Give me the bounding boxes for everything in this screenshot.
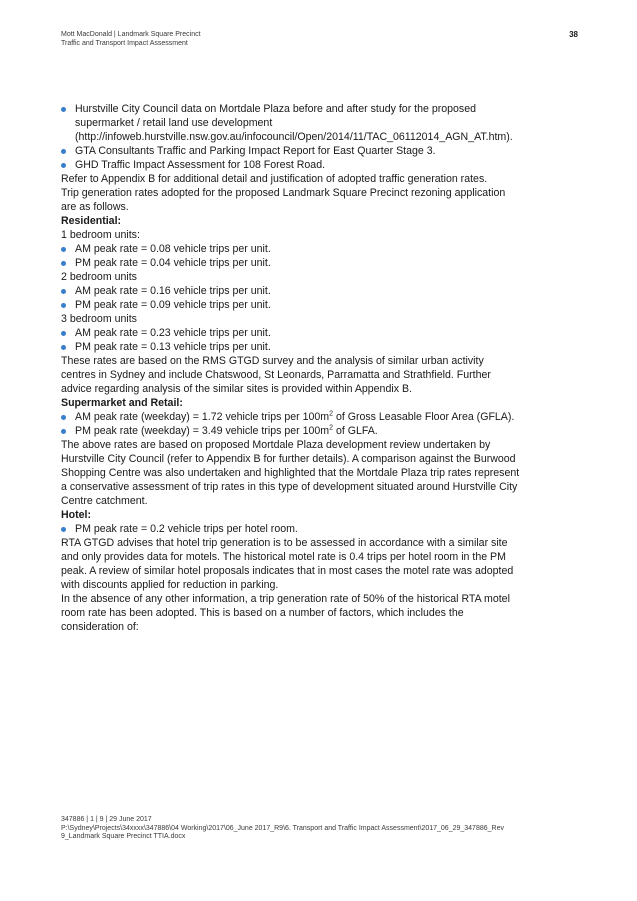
- page-header: [61, 30, 201, 48]
- residential-heading: Residential:: [61, 215, 122, 227]
- rate-bullet-hotel-pm: PM peak rate = 0.2 vehicle trips per hotel room.: [61, 522, 521, 536]
- rate-bullet-retail-am: AM peak rate (weekday) = 1.72 vehicle trips per $100m^2$ of Gross Leasable Floor Area (GFLA).: [61, 410, 521, 424]
- page-number: 38: [569, 30, 578, 39]
- source-bullet-gta: GTA Consultants Traffic and Parking Impact Report for East Quarter Stage 3.: [61, 144, 521, 158]
- bedroom-label-2: 2 bedroom units: [61, 271, 137, 283]
- retail-heading: Supermarket and Retail:: [61, 397, 183, 409]
- bedroom-label-1: 1 bedroom units:: [61, 229, 140, 241]
- rate-bullet-2br-pm: PM peak rate = 0.09 vehicle trips per unit.: [61, 298, 521, 312]
- rate-bullet-1br-am: AM peak rate = 0.08 vehicle trips per unit.: [61, 242, 521, 256]
- document-body: [61, 102, 521, 634]
- rate-bullet-1br-pm: PM peak rate = 0.04 vehicle trips per unit.: [61, 256, 521, 270]
- source-bullet-mortdale: Hurstville City Council data on Mortdale Plaza before and after study for the proposed supermarket / retail land use development (http://infoweb.hurstville.nsw.gov.au/infocouncil/Open/2014/11/TAC_06112014_AGN_AT.htm).: [61, 102, 521, 144]
- paragraph-trip-rates-intro: Trip generation rates adopted for the proposed Landmark Square Precinct rezoning application are as follows.: [61, 187, 506, 213]
- rate-bullet-retail-pm: PM peak rate (weekday) = 3.49 vehicle trips per $100m^2$ of GLFA.: [61, 424, 521, 438]
- paragraph-refer-appendix: Refer to Appendix B for additional detail and justification of adopted traffic generation rates.: [61, 173, 488, 185]
- page-footer: [61, 816, 541, 842]
- paragraph-retail-basis: The above rates are based on proposed Mortdale Plaza development review undertaken by Hurstville City Council (refer to Appendix B for further details). A comparison against the Burwood Shopping Centre was also undertaken and highlighted that the Mortdale Plaza trip rates represent a conservative assessment of trip rates in this type of development situated around Hurstville City Centre catchment.: [61, 439, 520, 507]
- paragraph-hotel-absence: In the absence of any other information, a trip generation rate of 50% of the historical RTA motel room rate has been adopted. This is based on a number of factors, which includes the consideration of:: [61, 593, 510, 633]
- paragraph-residential-basis: These rates are based on the RMS GTGD survey and the analysis of similar urban activity centres in Sydney and include Chatswood, St Leonards, Parramatta and Strathfield. Further advice regarding analysis of the similar sites is provided within Appendix B.: [61, 355, 491, 395]
- header-report-title: Traffic and Transport Impact Assessment: [61, 40, 188, 47]
- header-company-project: Mott MacDonald | Landmark Square Precinct: [61, 31, 201, 38]
- rate-bullet-3br-pm: PM peak rate = 0.13 vehicle trips per unit.: [61, 340, 521, 354]
- footer-document-ref: 347886 | 1 | 9 | 29 June 2017: [61, 816, 152, 823]
- rate-bullet-3br-am: AM peak rate = 0.23 vehicle trips per unit.: [61, 326, 521, 340]
- bedroom-label-3: 3 bedroom units: [61, 313, 137, 325]
- paragraph-hotel-gtgd: RTA GTGD advises that hotel trip generation is to be assessed in accordance with a similar site and only provides data for motels. The historical motel rate is 0.4 trips per hotel room in the PM peak. A review of similar hotel proposals indicates that in most cases the motel rate was adopted with discounts applied for reduction in parking.: [61, 537, 514, 591]
- rate-bullet-2br-am: AM peak rate = 0.16 vehicle trips per unit.: [61, 284, 521, 298]
- hotel-heading: Hotel:: [61, 509, 92, 521]
- footer-file-path: P:\Sydney\Projects\34xxxx\347886\04 Working\2017\06_June 2017_R9\6. Transport and Traffic Impact Assessment\2017_06_29_347886_Rev 9_Landmark Square Precinct TTIA.docx: [61, 824, 504, 841]
- source-bullet-ghd: GHD Traffic Impact Assessment for 108 Forest Road.: [61, 158, 521, 172]
